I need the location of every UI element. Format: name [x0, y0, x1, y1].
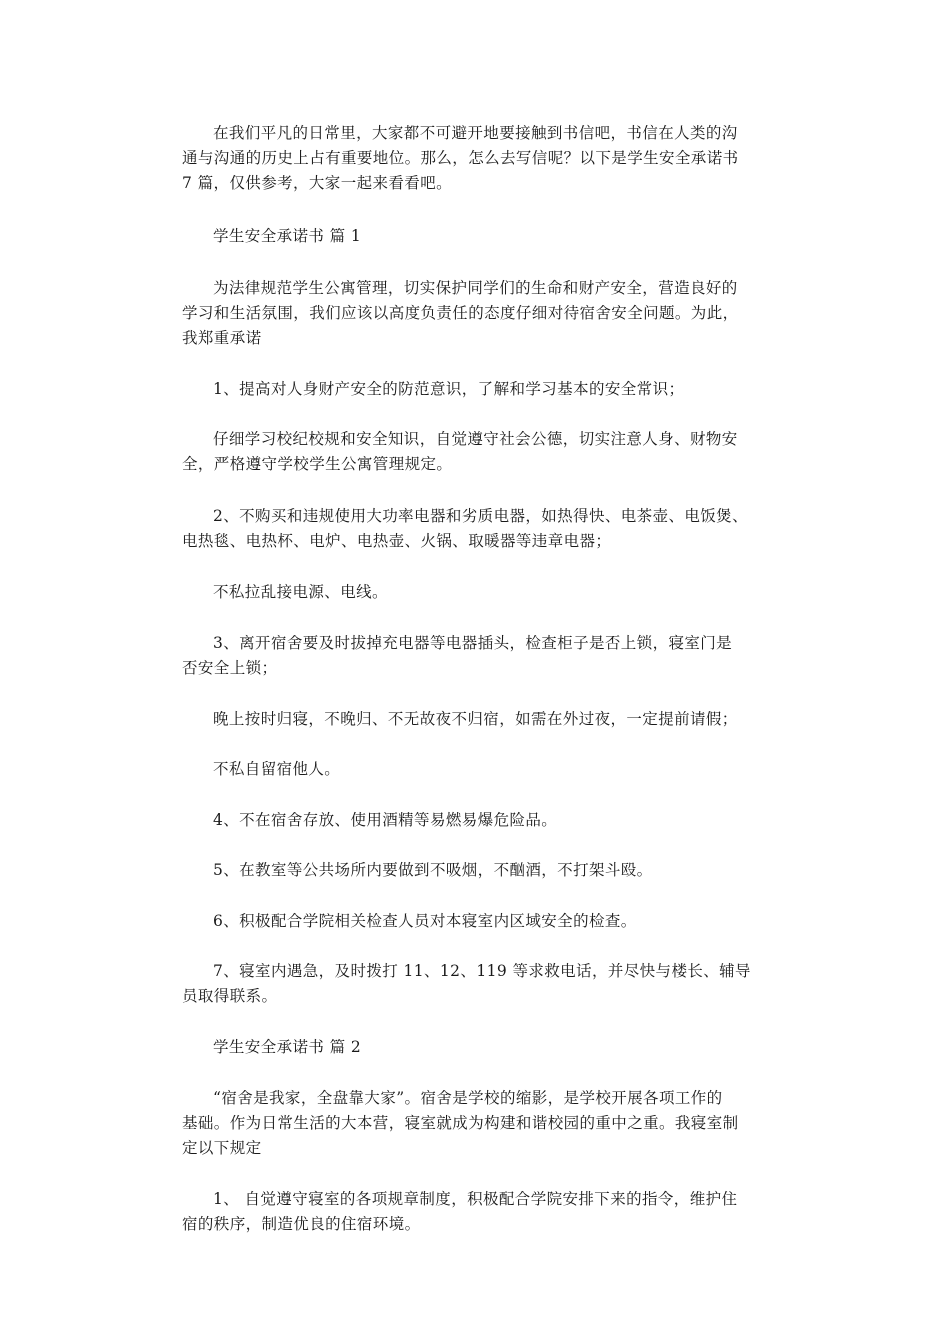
- text-line: 员取得联系。: [182, 987, 278, 1005]
- list-item: [182, 377, 782, 402]
- paragraph: [182, 707, 782, 732]
- text-line: 不私自留宿他人。: [213, 760, 341, 778]
- text-line: 为法律规范学生公寓管理，切实保护同学们的生命和财产安全，营造良好的: [213, 279, 738, 297]
- text-line: 7、寝室内遇急，及时拨打 11、12、119 等求救电话，并尽快与楼长、辅导: [213, 962, 751, 980]
- text-line: 1、提高对人身财产安全的防范意识，了解和学习基本的安全常识；: [213, 380, 685, 398]
- text-line: 晚上按时归寝，不晚归、不无故夜不归宿，如需在外过夜，一定提前请假；: [213, 710, 738, 728]
- text-line: 在我们平凡的日常里，大家都不可避开地要接触到书信吧，书信在人类的沟: [213, 124, 738, 142]
- text-line: 不私拉乱接电源、电线。: [213, 583, 388, 601]
- text-line: 7 篇，仅供参考，大家一起来看看吧。: [182, 174, 452, 192]
- text-line: 基础。作为日常生活的大本营，寝室就成为构建和谐校园的重中之重。我寝室制: [182, 1114, 739, 1132]
- heading-text: 学生安全承诺书 篇 1: [213, 227, 362, 245]
- paragraph: [182, 276, 782, 351]
- paragraph: [182, 427, 782, 477]
- list-item: [182, 858, 782, 883]
- text-line: 定以下规定: [182, 1139, 262, 1157]
- section-heading-2: [182, 1035, 782, 1060]
- text-line: 仔细学习校纪校规和安全知识，自觉遵守社会公德，切实注意人身、财物安: [213, 430, 738, 448]
- list-item: [182, 808, 782, 833]
- text-line: 我郑重承诺: [182, 329, 262, 347]
- intro-paragraph: [182, 121, 782, 196]
- text-line: 通与沟通的历史上占有重要地位。那么，怎么去写信呢？以下是学生安全承诺书: [182, 149, 739, 167]
- heading-text: 学生安全承诺书 篇 2: [213, 1038, 362, 1056]
- list-item: [182, 631, 782, 681]
- paragraph: [182, 757, 782, 782]
- text-line: 电热毯、电热杯、电炉、电热壶、火锅、取暖器等违章电器；: [182, 532, 612, 550]
- text-line: 宿的秩序，制造优良的住宿环境。: [182, 1215, 421, 1233]
- list-item: [182, 1187, 782, 1237]
- text-line: 2、不购买和违规使用大功率电器和劣质电器，如热得快、电茶壶、电饭煲、: [213, 507, 748, 525]
- text-line: 5、在教室等公共场所内要做到不吸烟，不酗酒，不打架斗殴。: [213, 861, 653, 879]
- text-line: 4、不在宿舍存放、使用酒精等易燃易爆危险品。: [213, 811, 558, 829]
- paragraph: [182, 1086, 782, 1161]
- section-heading-1: [182, 224, 782, 249]
- paragraph: [182, 580, 782, 605]
- list-item: [182, 504, 782, 554]
- text-line: 1、 自觉遵守寝室的各项规章制度，积极配合学院安排下来的指令，维护住: [213, 1190, 738, 1208]
- text-line: “宿舍是我家，全盘靠大家”。宿舍是学校的缩影，是学校开展各项工作的: [213, 1089, 723, 1107]
- text-line: 6、积极配合学院相关检查人员对本寝室内区域安全的检查。: [213, 912, 637, 930]
- list-item: [182, 959, 782, 1009]
- text-line: 学习和生活氛围，我们应该以高度负责任的态度仔细对待宿舍安全问题。为此，: [182, 304, 739, 322]
- text-line: 否安全上锁；: [182, 659, 278, 677]
- text-line: 3、离开宿舍要及时拔掉充电器等电器插头，检查柜子是否上锁，寝室门是: [213, 634, 733, 652]
- text-line: 全，严格遵守学校学生公寓管理规定。: [182, 455, 453, 473]
- list-item: [182, 909, 782, 934]
